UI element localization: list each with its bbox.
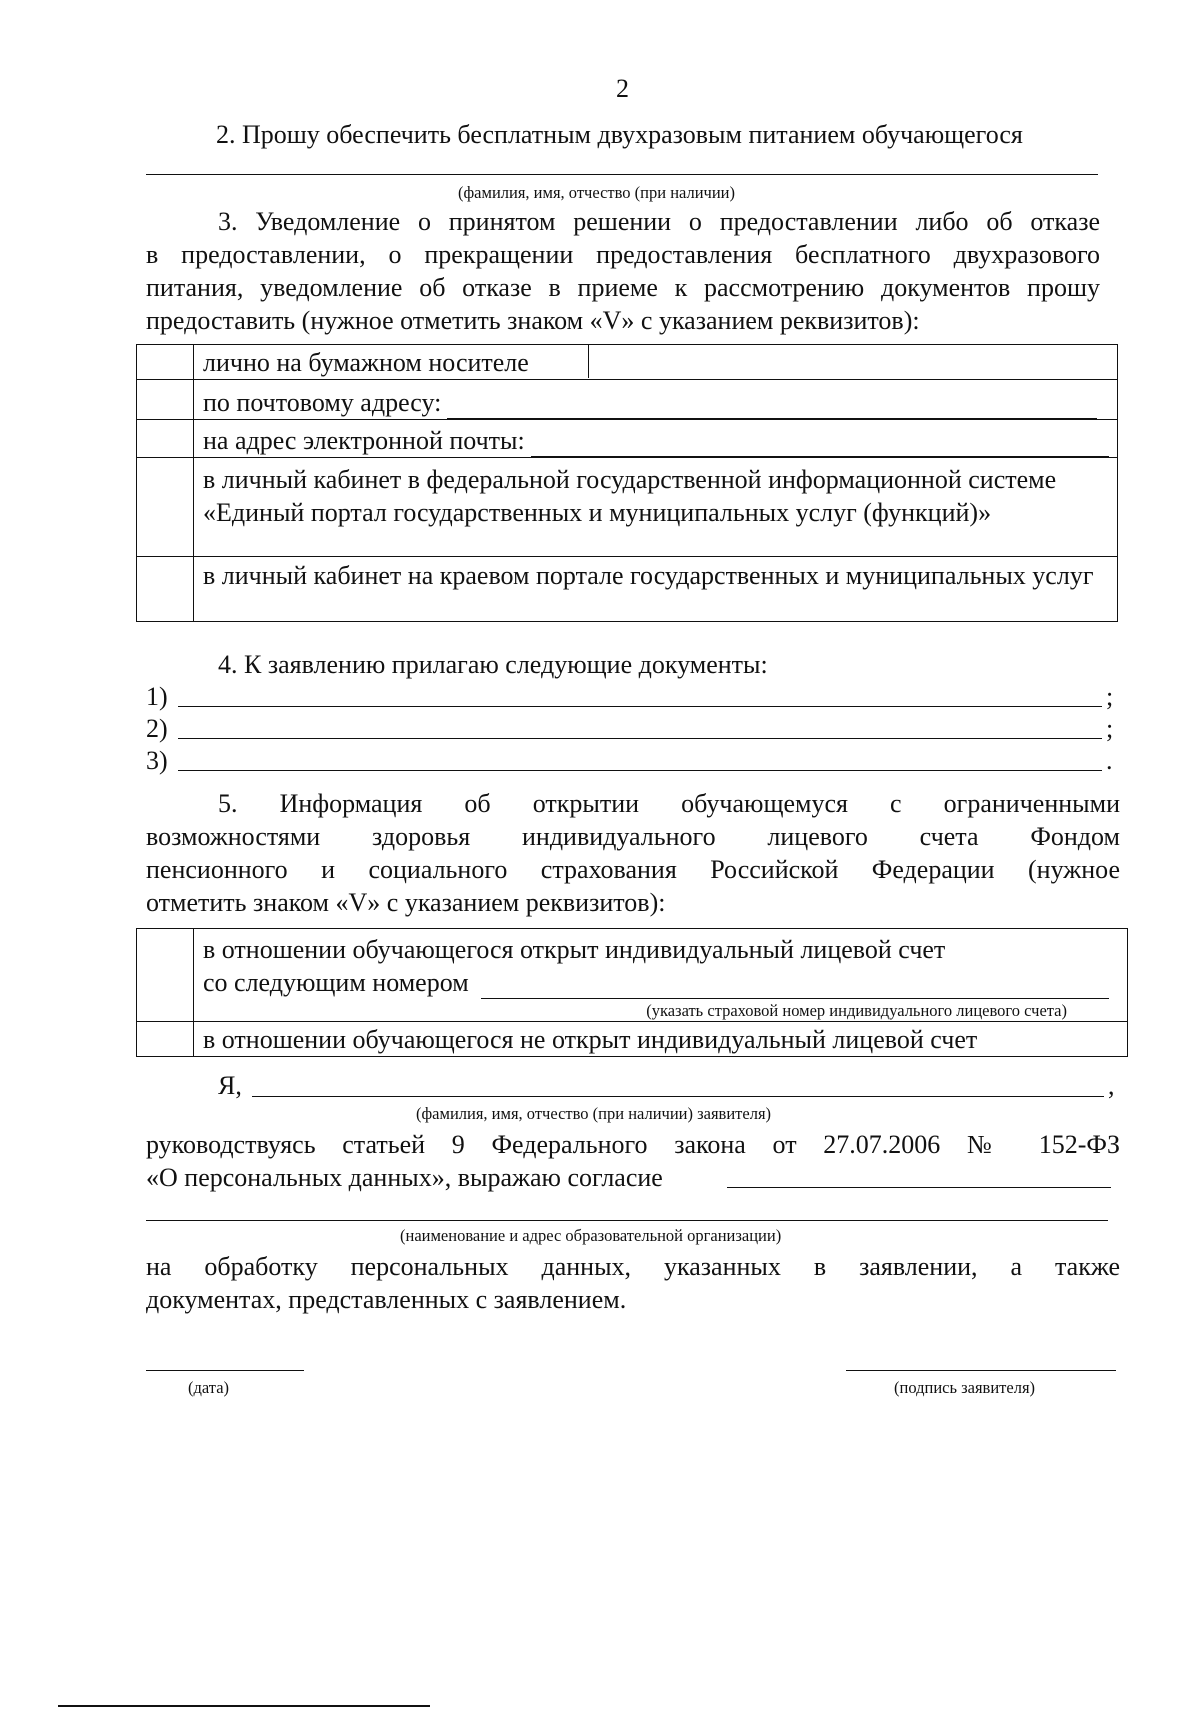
option-regional-label: в личный кабинет на краевом портале государственных и муниципальных услуг xyxy=(203,561,1094,590)
attachment-1-num: 1) xyxy=(146,682,168,711)
consent-org-line-1[interactable] xyxy=(727,1187,1111,1188)
applicant-name-caption: (фамилия, имя, отчество (при наличии) заявителя) xyxy=(416,1104,772,1123)
attachment-1-end: ; xyxy=(1106,682,1114,711)
option-row-paper xyxy=(137,345,1118,380)
option-row-postal xyxy=(137,380,1118,420)
date-line[interactable] xyxy=(146,1370,304,1371)
student-name-line[interactable] xyxy=(146,174,1098,175)
org-caption: (наименование и адрес образовательной организации) xyxy=(400,1226,782,1245)
option-postal-checkbox[interactable] xyxy=(137,380,194,420)
option-row-email xyxy=(137,420,1118,458)
item5-line-1: 5. Информация об открытии обучающемуся с ограниченными xyxy=(218,789,1120,818)
option-email-checkbox[interactable] xyxy=(137,420,194,458)
attachment-3-line[interactable] xyxy=(178,770,1102,771)
attachment-2-end: ; xyxy=(1106,714,1114,743)
attachment-3-num: 3) xyxy=(146,746,168,775)
option-gosuslugi-label: в личный кабинет в федеральной государственной информационной системе «Единый портал государственных и муниципальных услуг (функций)» xyxy=(203,465,1057,527)
page-number: 2 xyxy=(616,74,629,103)
account-number-line[interactable] xyxy=(481,972,1109,999)
email-address-line[interactable] xyxy=(531,430,1109,457)
option-paper-label: лично на бумажном носителе xyxy=(194,345,589,378)
attachment-2-num: 2) xyxy=(146,714,168,743)
option-gosuslugi-checkbox[interactable] xyxy=(137,458,194,557)
account-not-opened-checkbox[interactable] xyxy=(137,1022,194,1057)
item3-line-4: предоставить (нужное отметить знаком «V» с указанием реквизитов): xyxy=(146,306,920,335)
notification-options-table xyxy=(136,344,1118,622)
option-regional-checkbox[interactable] xyxy=(137,557,194,622)
option-paper-checkbox[interactable] xyxy=(137,345,194,380)
attachment-2-line[interactable] xyxy=(178,738,1102,739)
item5-line-2: возможностями здоровья индивидуального лицевого счета Фондом xyxy=(146,822,1120,851)
attachment-3-end: . xyxy=(1106,746,1113,775)
item2-text: 2. Прошу обеспечить бесплатным двухразовым питанием обучающегося xyxy=(216,120,1023,149)
date-caption: (дата) xyxy=(188,1378,230,1397)
option-email-label: на адрес электронной почты: xyxy=(203,426,525,455)
account-not-opened-row xyxy=(137,1022,1128,1057)
option-postal-label: по почтовому адресу: xyxy=(203,388,442,417)
item3-line-3: питания, уведомление об отказе в приеме к рассмотрению документов прошу xyxy=(146,273,1100,302)
postal-address-line[interactable] xyxy=(447,392,1097,419)
account-opened-checkbox[interactable] xyxy=(137,929,194,1022)
option-row-gosuslugi xyxy=(137,458,1118,557)
item3-line-2: в предоставлении, о прекращении предоставления бесплатного двухразового xyxy=(146,240,1100,269)
applicant-name-line[interactable] xyxy=(252,1096,1104,1097)
consent-line-1: руководствуясь статьей 9 Федерального закона от 27.07.2006 № 152-ФЗ xyxy=(146,1130,1120,1159)
option-paper-details[interactable] xyxy=(589,345,1117,378)
attachment-1-line[interactable] xyxy=(178,706,1102,707)
account-number-label: со следующим номером xyxy=(203,968,469,997)
signature-line[interactable] xyxy=(846,1370,1116,1371)
scan-edge-line xyxy=(58,1705,430,1707)
item3-line-1: 3. Уведомление о принятом решении о предоставлении либо об отказе xyxy=(218,207,1100,236)
account-options-table xyxy=(136,928,1128,1057)
account-not-opened-label: в отношении обучающегося не открыт индивидуальный лицевой счет xyxy=(203,1025,978,1054)
consent-line-3: на обработку персональных данных, указанных в заявлении, а также xyxy=(146,1252,1120,1281)
account-number-caption: (указать страховой номер индивидуального лицевого счета) xyxy=(646,1001,1067,1020)
consent-line-2: «О персональных данных», выражаю согласие xyxy=(146,1163,663,1192)
item4-text: 4. К заявлению прилагаю следующие документы: xyxy=(218,650,768,679)
signature-caption: (подпись заявителя) xyxy=(894,1378,1036,1397)
consent-ya: Я, xyxy=(218,1071,242,1100)
option-row-regional xyxy=(137,557,1118,622)
consent-org-line-2[interactable] xyxy=(146,1220,1108,1221)
item5-line-4: отметить знаком «V» с указанием реквизитов): xyxy=(146,888,666,917)
consent-line-4: документах, представленных с заявлением. xyxy=(146,1285,627,1314)
account-opened-label: в отношении обучающегося открыт индивидуальный лицевой счет xyxy=(203,935,946,964)
consent-ya-end: , xyxy=(1108,1071,1115,1100)
student-name-caption: (фамилия, имя, отчество (при наличии) xyxy=(458,183,736,202)
account-opened-row xyxy=(137,929,1128,1022)
item5-line-3: пенсионного и социального страхования Российской Федерации (нужное xyxy=(146,855,1120,884)
